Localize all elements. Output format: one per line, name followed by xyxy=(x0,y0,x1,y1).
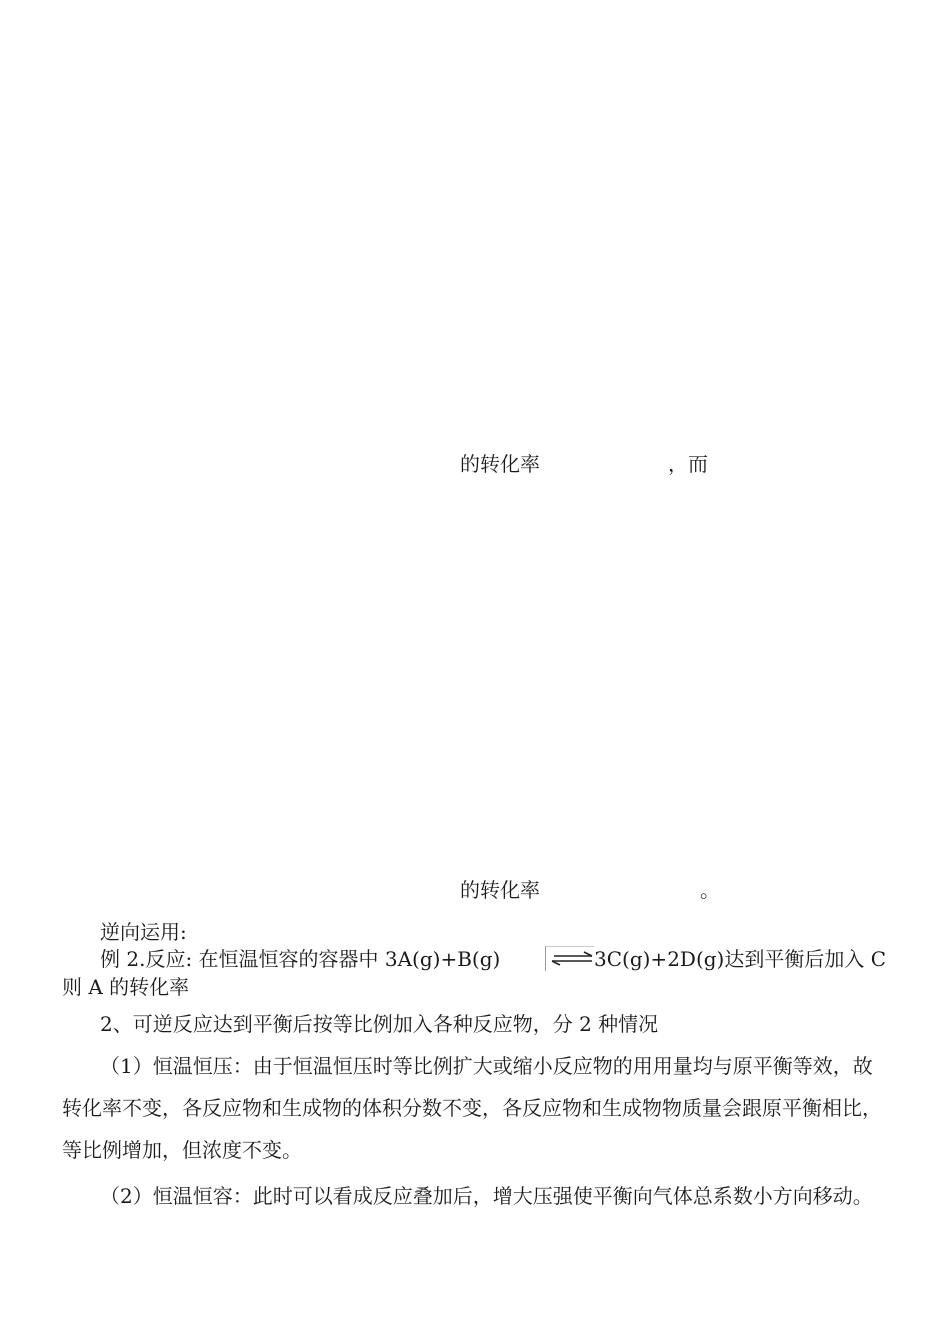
period-text: 。 xyxy=(700,878,720,902)
comma-er-text: ，而 xyxy=(668,452,708,476)
example-2-part2: 3C(g)+2D(g)达到平衡后加入 C xyxy=(594,947,887,971)
section-2-heading: 2、可逆反应达到平衡后按等比例加入各种反应物，分 2 种情况 xyxy=(100,1012,659,1036)
equilibrium-arrow-icon xyxy=(545,946,594,971)
reverse-use-heading: 逆向运用: xyxy=(100,920,187,944)
case-2-paragraph: （2）恒温恒容：此时可以看成反应叠加后，增大压强使平衡向气体总系数小方向移动。 xyxy=(100,1184,873,1208)
conversion-rate-text-1: 的转化率 xyxy=(460,452,540,476)
conversion-rate-text-2: 的转化率 xyxy=(460,878,540,902)
case-1-paragraph: （1）恒温恒压：由于恒温恒压时等比例扩大或缩小反应物的用用量均与原平衡等效，故转化率不变，各反应物和生成物的体积分数不变，各反应物和生成物物质量会跟原平衡相比，等比例增加，但浓度不变。 xyxy=(62,1054,882,1162)
example-2-part1: 例 2.反应: 在恒温恒容的容器中 3A(g)+B(g) xyxy=(100,947,501,971)
example-2-line2: 则 A 的转化率 xyxy=(62,975,190,999)
